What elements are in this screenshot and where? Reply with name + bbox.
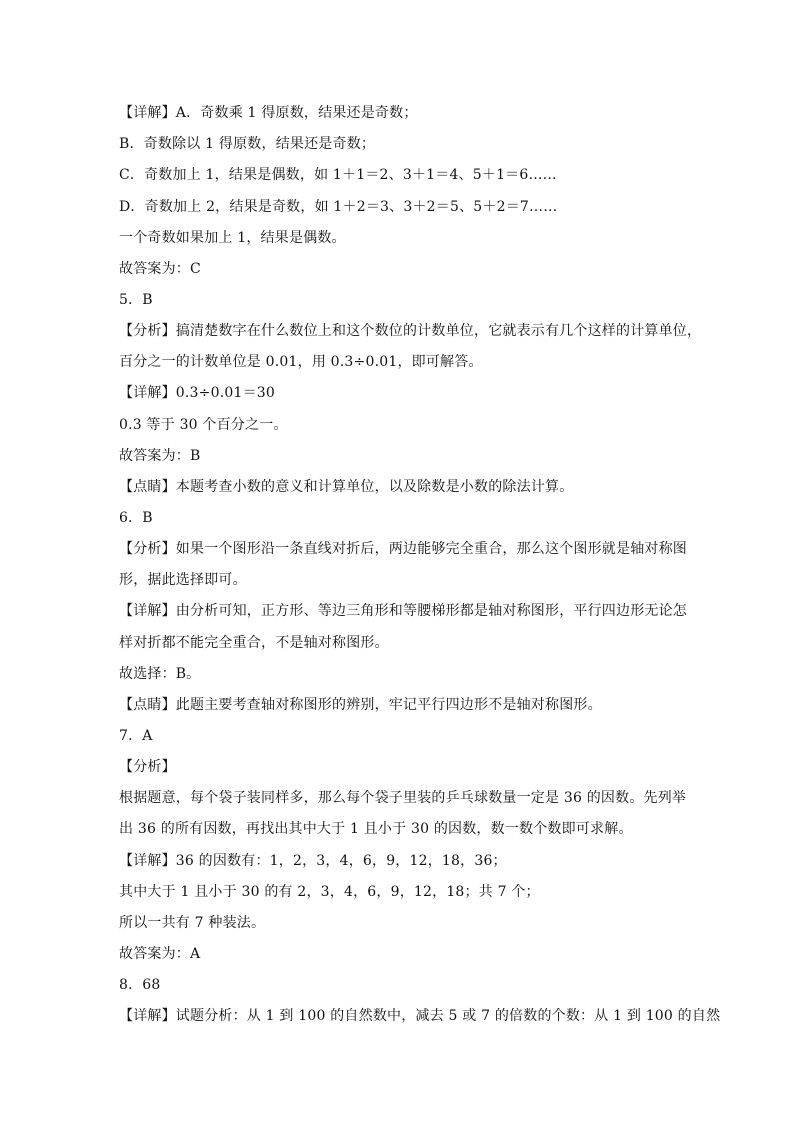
- text-line: 【详解】A．奇数乘 1 得原数，结果还是奇数；: [119, 105, 418, 121]
- text-line: 其中大于 1 且小于 30 的有 2，3，4，6，9，12，18；共 7 个；: [119, 884, 540, 900]
- text-line: 【详解】0.3÷0.01＝30: [119, 385, 275, 401]
- text-line: 故答案为：B: [119, 448, 201, 464]
- text-line: 形，据此选择即可。: [119, 572, 247, 588]
- text-line: 【分析】搞清楚数字在什么数位上和这个数位的计数单位，它就表示有几个这样的计算单位，: [119, 323, 702, 339]
- text-line: 故选择：B。: [119, 666, 201, 682]
- text-line: D．奇数加上 2，结果是奇数，如 1＋2＝3、3＋2＝5、5＋2＝7……: [119, 199, 558, 215]
- text-line: 【点睛】此题主要考查轴对称图形的辨别，牢记平行四边形不是轴对称图形。: [119, 697, 602, 713]
- text-line: 百分之一的计数单位是 0.01，用 0.3÷0.01，即可解答。: [119, 354, 483, 370]
- question-number: 8．68: [119, 977, 161, 993]
- text-line: 【分析】如果一个图形沿一条直线对折后，两边能够完全重合，那么这个图形就是轴对称图: [119, 541, 687, 557]
- text-line: 故答案为：C: [119, 261, 201, 277]
- question-number: 6．B: [119, 510, 153, 526]
- text-line: 样对折都不能完全重合，不是轴对称图形。: [119, 635, 389, 651]
- text-line: B．奇数除以 1 得原数，结果还是奇数；: [119, 136, 376, 152]
- text-line: 0.3 等于 30 个百分之一。: [119, 417, 288, 433]
- question-number: 7．A: [119, 728, 153, 744]
- text-line: 【分析】: [119, 759, 176, 775]
- text-line: 【详解】36 的因数有：1，2，3，4，6，9，12，18，36；: [119, 853, 507, 869]
- question-number: 5．B: [119, 292, 153, 308]
- text-line: C．奇数加上 1，结果是偶数，如 1＋1＝2、3＋1＝4、5＋1＝6……: [119, 167, 557, 183]
- text-line: 所以一共有 7 种装法。: [119, 915, 266, 931]
- text-line: 【点睛】本题考查小数的意义和计算单位，以及除数是小数的除法计算。: [119, 479, 574, 495]
- text-line: 根据题意，每个袋子装同样多，那么每个袋子里装的乒乓球数量一定是 36 的因数。先列举: [119, 790, 687, 806]
- text-line: 【详解】由分析可知，正方形、等边三角形和等腰梯形都是轴对称图形，平行四边形无论怎: [119, 603, 687, 619]
- text-line: 【详解】试题分析：从 1 到 100 的自然数中，减去 5 或 7 的倍数的个数：从 1 到 100 的自然: [119, 1008, 721, 1024]
- text-line: 故答案为：A: [119, 946, 201, 962]
- text-line: 出 36 的所有因数，再找出其中大于 1 且小于 30 的因数，数一数个数即可求解。: [119, 821, 633, 837]
- text-line: 一个奇数如果加上 1，结果是偶数。: [119, 230, 346, 246]
